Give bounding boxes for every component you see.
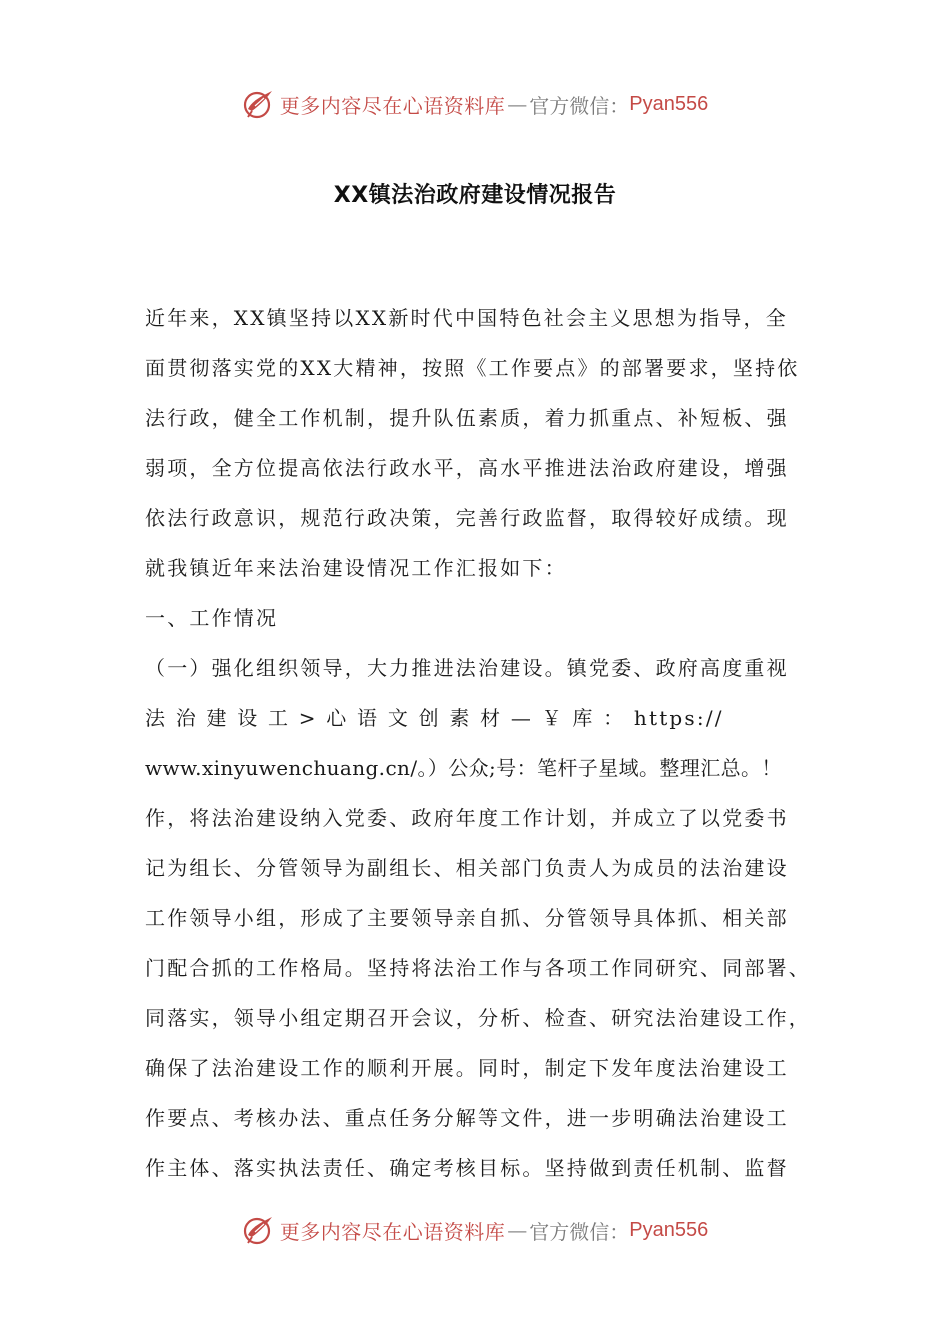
banner-slogan: 更多内容尽在心语资料库 (279, 93, 506, 118)
document-title: XX镇法治政府建设情况报告 (333, 183, 617, 208)
banner-dash: — (507, 1218, 528, 1242)
body-line: 面贯彻落实党的XX大精神，按照《工作要点》的部署要求，坚持依 (145, 356, 800, 380)
body-line: 法行政，健全工作机制，提升队伍素质，着力抓重点、补短板、强 (145, 406, 789, 430)
section-heading: 一、工作情况 (145, 606, 279, 630)
header-banner (0, 80, 950, 128)
body-line: 同落实，领导小组定期召开会议，分析、检查、研究法治建设工作， (145, 1006, 811, 1030)
banner-wechat-label: 官方微信： (529, 1219, 630, 1244)
body-line-spaced: 法 治 建 设 工 > 心 语 文 创 素 材 — ￥ 库 ： https:// (145, 706, 724, 730)
body-line: 近年来，XX镇坚持以XX新时代中国特色社会主义思想为指导，全 (145, 306, 788, 330)
body-line: 作主体、落实执法责任、确定考核目标。坚持做到责任机制、监督 (145, 1156, 789, 1180)
body-line: 依法行政意识，规范行政决策，完善行政监督，取得较好成绩。现 (145, 506, 789, 530)
body-line: 作，将法治建设纳入党委、政府年度工作计划，并成立了以党委书 (145, 806, 789, 830)
document-body (145, 296, 835, 1196)
body-line: 门配合抓的工作格局。坚持将法治工作与各项工作同研究、同部署、 (145, 956, 811, 980)
banner-slogan: 更多内容尽在心语资料库 (279, 1219, 506, 1244)
body-line: 记为组长、分管领导为副组长、相关部门负责人为成员的法治建设 (145, 856, 789, 880)
quill-logo-icon (242, 1213, 276, 1247)
quill-logo-icon (242, 87, 276, 121)
body-line: 弱项，全方位提高依法行政水平，高水平推进法治政府建设，增强 (145, 456, 789, 480)
banner-wechat-id: Pyan556 (629, 92, 709, 115)
footer-banner (0, 1206, 950, 1254)
banner-wechat-label: 官方微信： (529, 93, 630, 118)
banner-wechat-id: Pyan556 (629, 1218, 709, 1241)
body-line: 工作领导小组，形成了主要领导亲自抓、分管领导具体抓、相关部 (145, 906, 789, 930)
body-line: （一）强化组织领导，大力推进法治建设。镇党委、政府高度重视 (145, 656, 789, 680)
body-line-url: www.xinyuwenchuang.cn/。）公众;号：笔杆子星域。整理汇总。！ (145, 756, 782, 780)
body-line: 确保了法治建设工作的顺利开展。同时，制定下发年度法治建设工 (145, 1056, 789, 1080)
body-line: 作要点、考核办法、重点任务分解等文件，进一步明确法治建设工 (145, 1106, 789, 1130)
body-line: 就我镇近年来法治建设情况工作汇报如下： (145, 556, 567, 580)
banner-dash: — (507, 92, 528, 116)
